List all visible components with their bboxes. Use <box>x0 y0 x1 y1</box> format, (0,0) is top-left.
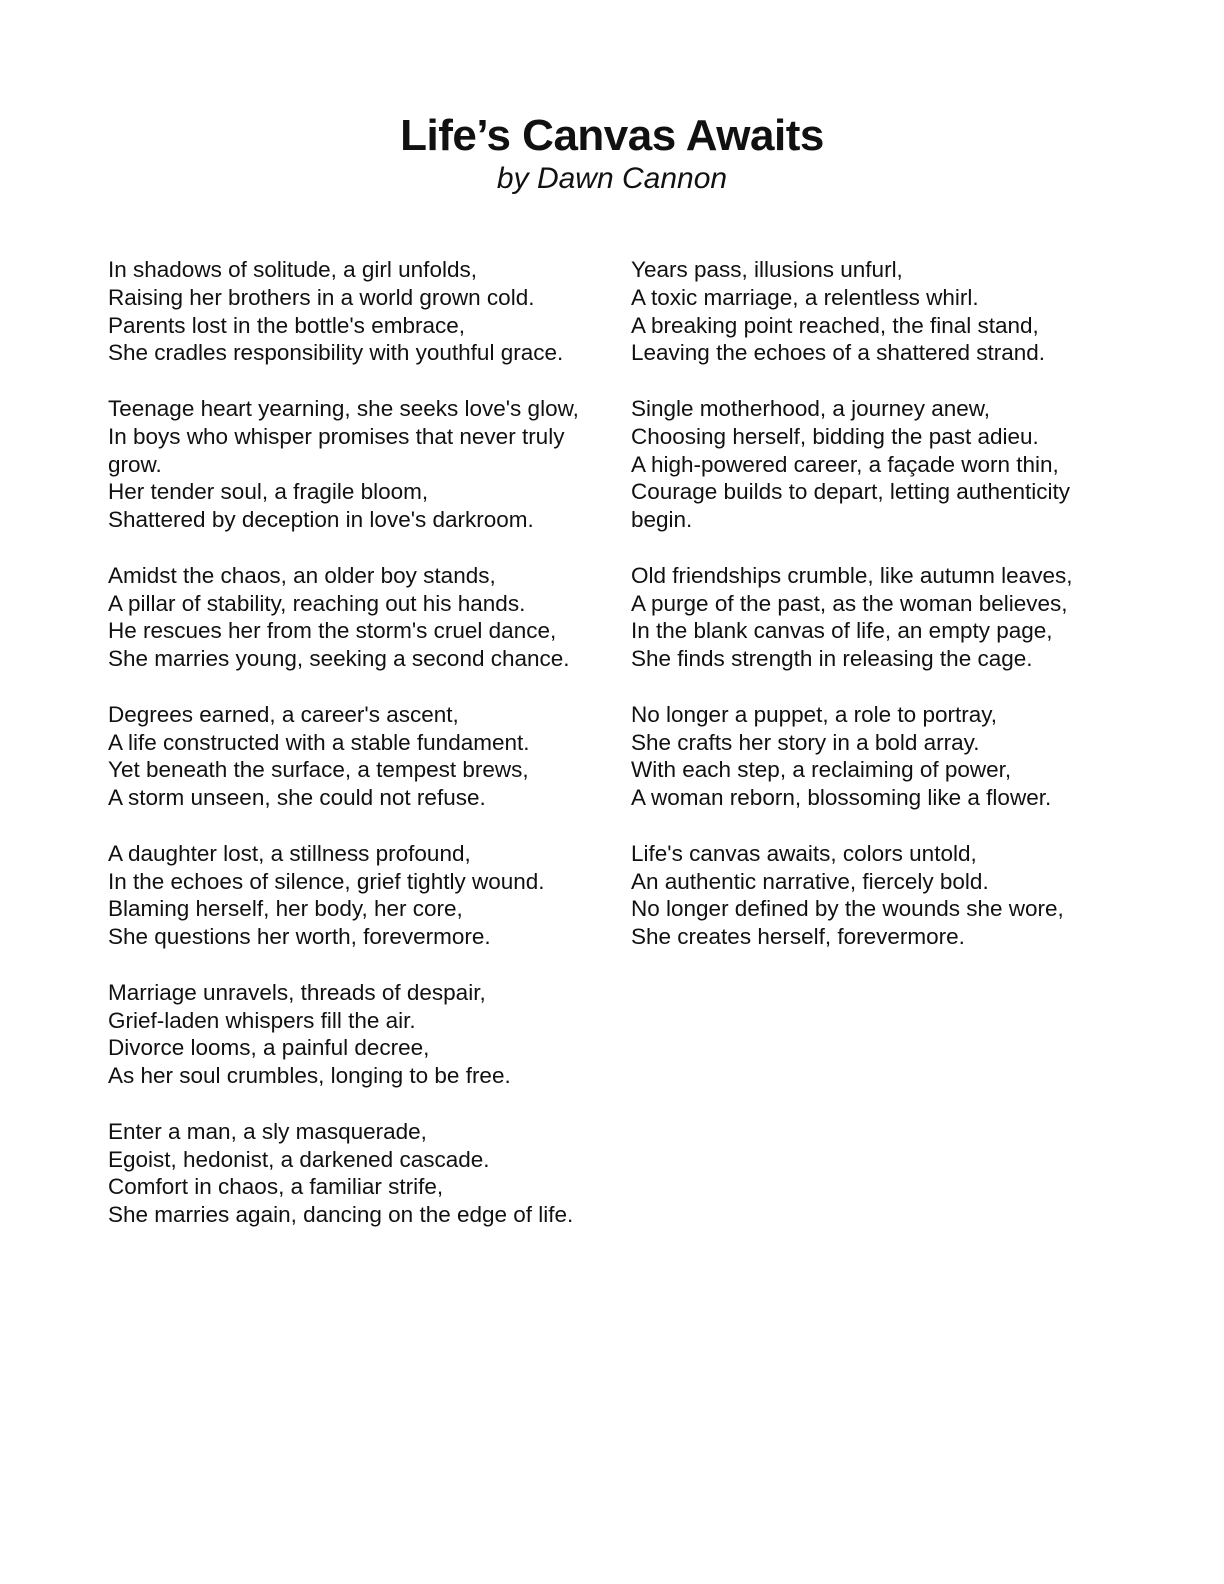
stanza-9 <box>631 395 1121 534</box>
stanza-7 <box>108 1118 586 1229</box>
poem-column-right <box>631 256 1121 979</box>
poem-line: In the blank canvas of life, an empty page, <box>631 618 1053 644</box>
poem-line: A breaking point reached, the final stand, <box>631 312 1039 338</box>
poem-line: In shadows of solitude, a girl unfolds, <box>108 257 477 282</box>
stanza-12 <box>631 840 1121 951</box>
poem-line: Degrees earned, a career's ascent, <box>108 701 459 727</box>
poem-line: A pillar of stability, reaching out his hands. <box>108 590 526 616</box>
stanza-4 <box>108 701 586 812</box>
poem-line: Raising her brothers in a world grown cold. <box>108 284 535 310</box>
poem-line: Shattered by deception in love's darkroom. <box>108 507 534 533</box>
poem-line: A storm unseen, she could not refuse. <box>108 785 486 811</box>
poem-line: No longer a puppet, a role to portray, <box>631 701 998 727</box>
poem-line: In the echoes of silence, grief tightly wound. <box>108 868 545 894</box>
poem-line: No longer defined by the wounds she wore, <box>631 896 1064 922</box>
poem-line: Years pass, illusions unfurl, <box>631 257 903 282</box>
poem-line: She questions her worth, forevermore. <box>108 924 491 950</box>
poem-line: Leaving the echoes of a shattered strand. <box>631 340 1046 366</box>
poem-line: He rescues her from the storm's cruel dance, <box>108 618 557 644</box>
poem-line: Amidst the chaos, an older boy stands, <box>108 562 496 588</box>
poem-line: She marries young, seeking a second chance. <box>108 646 570 672</box>
poem-line: Single motherhood, a journey anew, <box>631 395 990 421</box>
poem-line: Life's canvas awaits, colors untold, <box>631 840 977 866</box>
stanza-2 <box>108 395 586 534</box>
poem-line: A daughter lost, a stillness profound, <box>108 840 471 866</box>
poem-line: She finds strength in releasing the cage. <box>631 646 1033 672</box>
poem-author: by Dawn Cannon <box>496 162 728 195</box>
poem-line: Divorce looms, a painful decree, <box>108 1035 430 1061</box>
poem-line: A life constructed with a stable fundament. <box>108 729 530 755</box>
poem-line: A high-powered career, a façade worn thin, <box>631 451 1059 477</box>
stanza-3 <box>108 562 586 673</box>
poem-line: An authentic narrative, fiercely bold. <box>631 868 989 894</box>
poem-line: A toxic marriage, a relentless whirl. <box>631 284 979 310</box>
poem-line: Marriage unravels, threads of despair, <box>108 979 486 1005</box>
poem-line: As her soul crumbles, longing to be free. <box>108 1063 511 1089</box>
poem-line: Her tender soul, a fragile bloom, <box>108 479 429 505</box>
poem-line: Courage builds to depart, letting authenticity begin. <box>631 479 1071 533</box>
poem-line: Grief-laden whispers fill the air. <box>108 1007 416 1033</box>
poem-line: Egoist, hedonist, a darkened cascade. <box>108 1146 490 1172</box>
poem-line: Yet beneath the surface, a tempest brews, <box>108 757 529 783</box>
poem-line: Teenage heart yearning, she seeks love's glow, <box>108 395 579 421</box>
poem-line: She crafts her story in a bold array. <box>631 729 980 755</box>
stanza-1 <box>108 256 586 367</box>
poem-line: A purge of the past, as the woman believes, <box>631 590 1068 616</box>
poem-line: Parents lost in the bottle's embrace, <box>108 312 465 338</box>
poem-line: Choosing herself, bidding the past adieu. <box>631 423 1039 449</box>
stanza-5 <box>108 840 586 951</box>
poem-title: Life’s Canvas Awaits <box>400 111 824 160</box>
stanza-6 <box>108 979 586 1090</box>
poem-line: She marries again, dancing on the edge of life. <box>108 1202 574 1228</box>
poem-line: Blaming herself, her body, her core, <box>108 896 463 922</box>
stanza-8 <box>631 256 1121 367</box>
poem-line: With each step, a reclaiming of power, <box>631 757 1012 783</box>
poem-line: Enter a man, a sly masquerade, <box>108 1118 427 1144</box>
poem-line: In boys who whisper promises that never truly grow. <box>108 423 565 477</box>
poem-line: Old friendships crumble, like autumn leaves, <box>631 562 1073 588</box>
poem-line: Comfort in chaos, a familiar strife, <box>108 1174 444 1200</box>
poem-line: She cradles responsibility with youthful grace. <box>108 340 564 366</box>
poem-line: A woman reborn, blossoming like a flower. <box>631 785 1052 811</box>
poem-line: She creates herself, forevermore. <box>631 924 965 950</box>
stanza-11 <box>631 701 1121 812</box>
stanza-10 <box>631 562 1121 673</box>
poem-column-left <box>108 256 586 1257</box>
